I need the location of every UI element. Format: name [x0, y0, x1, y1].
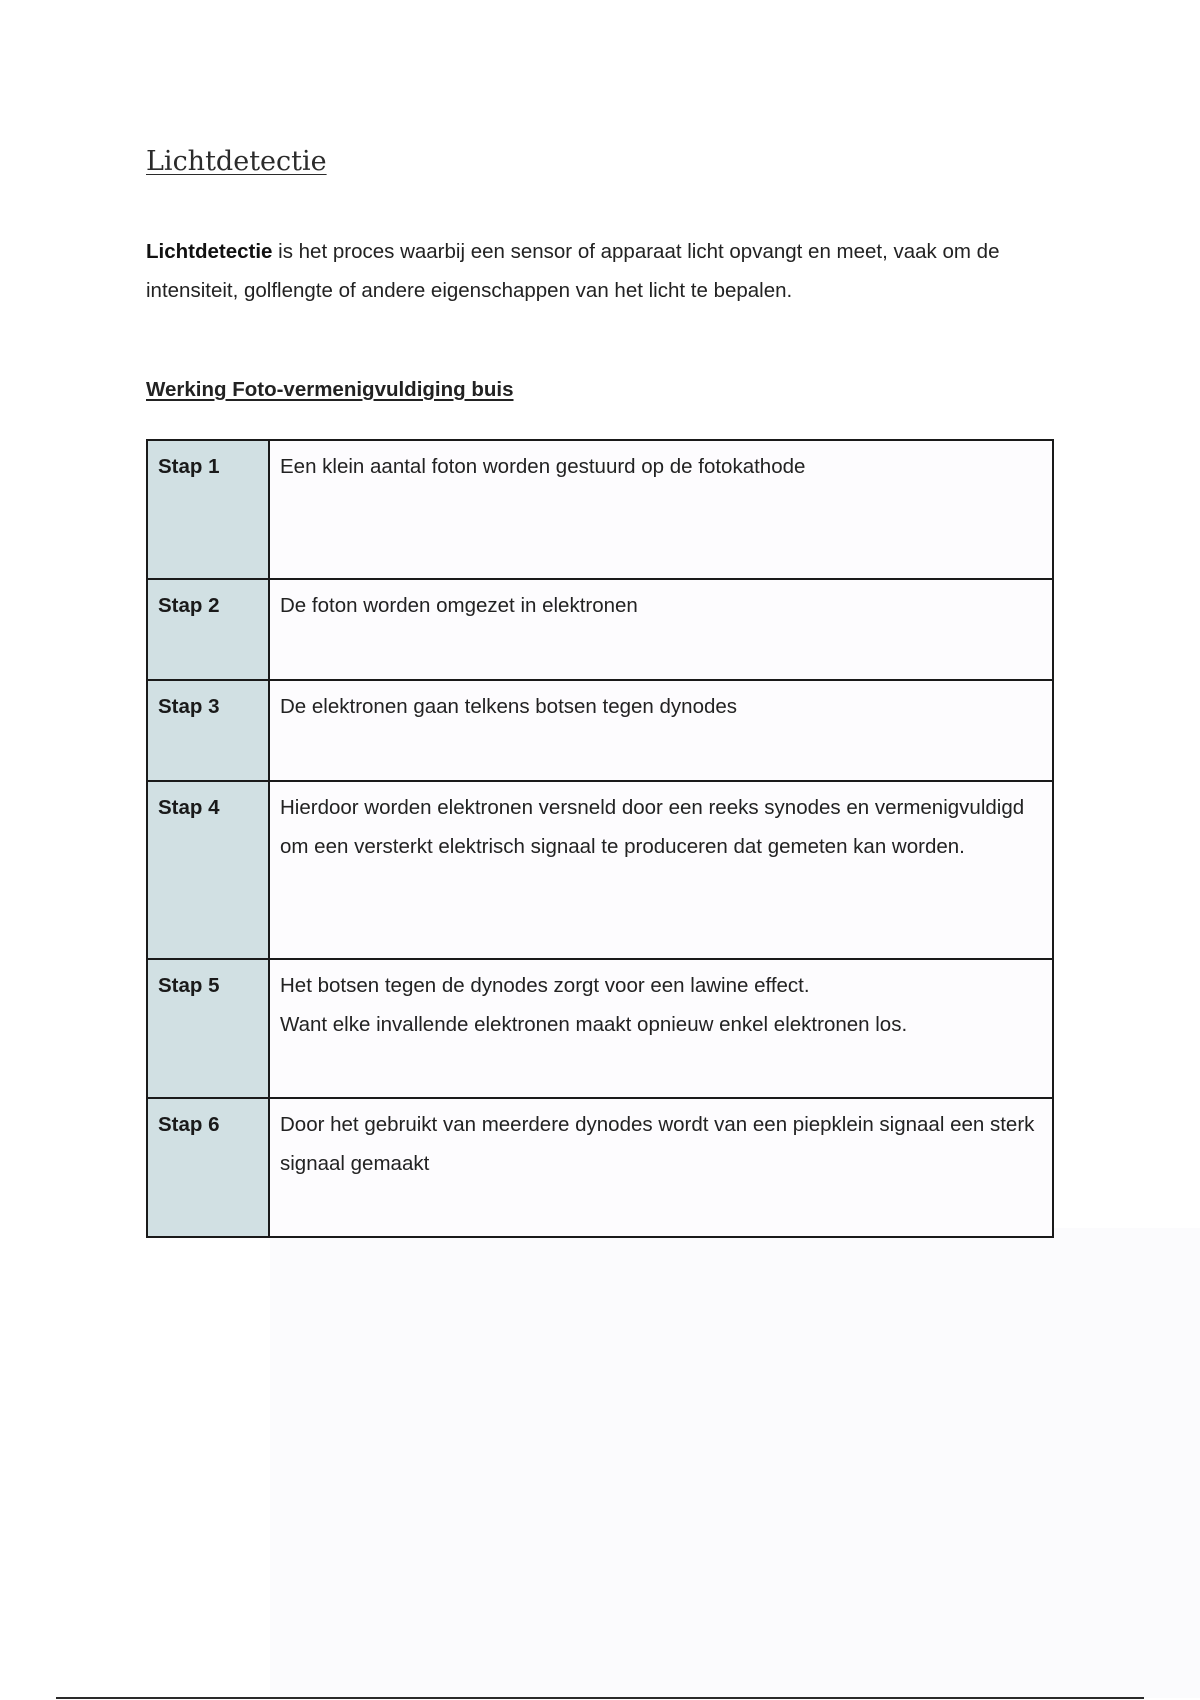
intro-paragraph — [146, 232, 1046, 310]
step-description-line: Een klein aantal foton worden gestuurd op de fotokathode — [280, 455, 806, 478]
intro-bold-term: Lichtdetectie — [146, 240, 273, 263]
step-description-line: Hierdoor worden elektronen versneld door een reeks synodes en vermenigvuldigd om een versterkt elektrisch signaal te produceren dat gemeten kan worden. — [280, 796, 1025, 858]
step-description-line: Het botsen tegen de dynodes zorgt voor een lawine effect. — [280, 974, 810, 997]
step-label: Stap 6 — [147, 1098, 269, 1237]
intro-text: is het proces waarbij een sensor of apparaat licht opvangt en meet, vaak om de intensiteit, golflengte of andere eigenschappen van het licht te bepalen. — [146, 240, 1000, 302]
step-description — [269, 1098, 1053, 1237]
section-subheading: Werking Foto-vermenigvuldiging buis — [146, 378, 514, 401]
step-description-line: De foton worden omgezet in elektronen — [280, 594, 638, 617]
table-row — [147, 1098, 1053, 1237]
table-row — [147, 680, 1053, 781]
steps-table — [146, 439, 1054, 1238]
table-row — [147, 959, 1053, 1098]
table-row — [147, 781, 1053, 959]
step-description-line: Door het gebruikt van meerdere dynodes wordt van een piepklein signaal een sterk signaal gemaakt — [280, 1113, 1035, 1175]
footer-divider — [56, 1697, 1144, 1699]
step-description — [269, 680, 1053, 781]
page-title: Lichtdetectie — [146, 146, 327, 177]
step-description — [269, 440, 1053, 579]
step-description-line: Want elke invallende elektronen maakt opnieuw enkel elektronen los. — [280, 1013, 908, 1036]
step-description-line: De elektronen gaan telkens botsen tegen dynodes — [280, 695, 738, 718]
step-label: Stap 2 — [147, 579, 269, 680]
page-background-tint — [270, 1228, 1200, 1698]
step-label: Stap 1 — [147, 440, 269, 579]
step-description — [269, 959, 1053, 1098]
step-label: Stap 3 — [147, 680, 269, 781]
table-row — [147, 579, 1053, 680]
step-label: Stap 4 — [147, 781, 269, 959]
step-description — [269, 781, 1053, 959]
step-description — [269, 579, 1053, 680]
step-label: Stap 5 — [147, 959, 269, 1098]
table-row — [147, 440, 1053, 579]
